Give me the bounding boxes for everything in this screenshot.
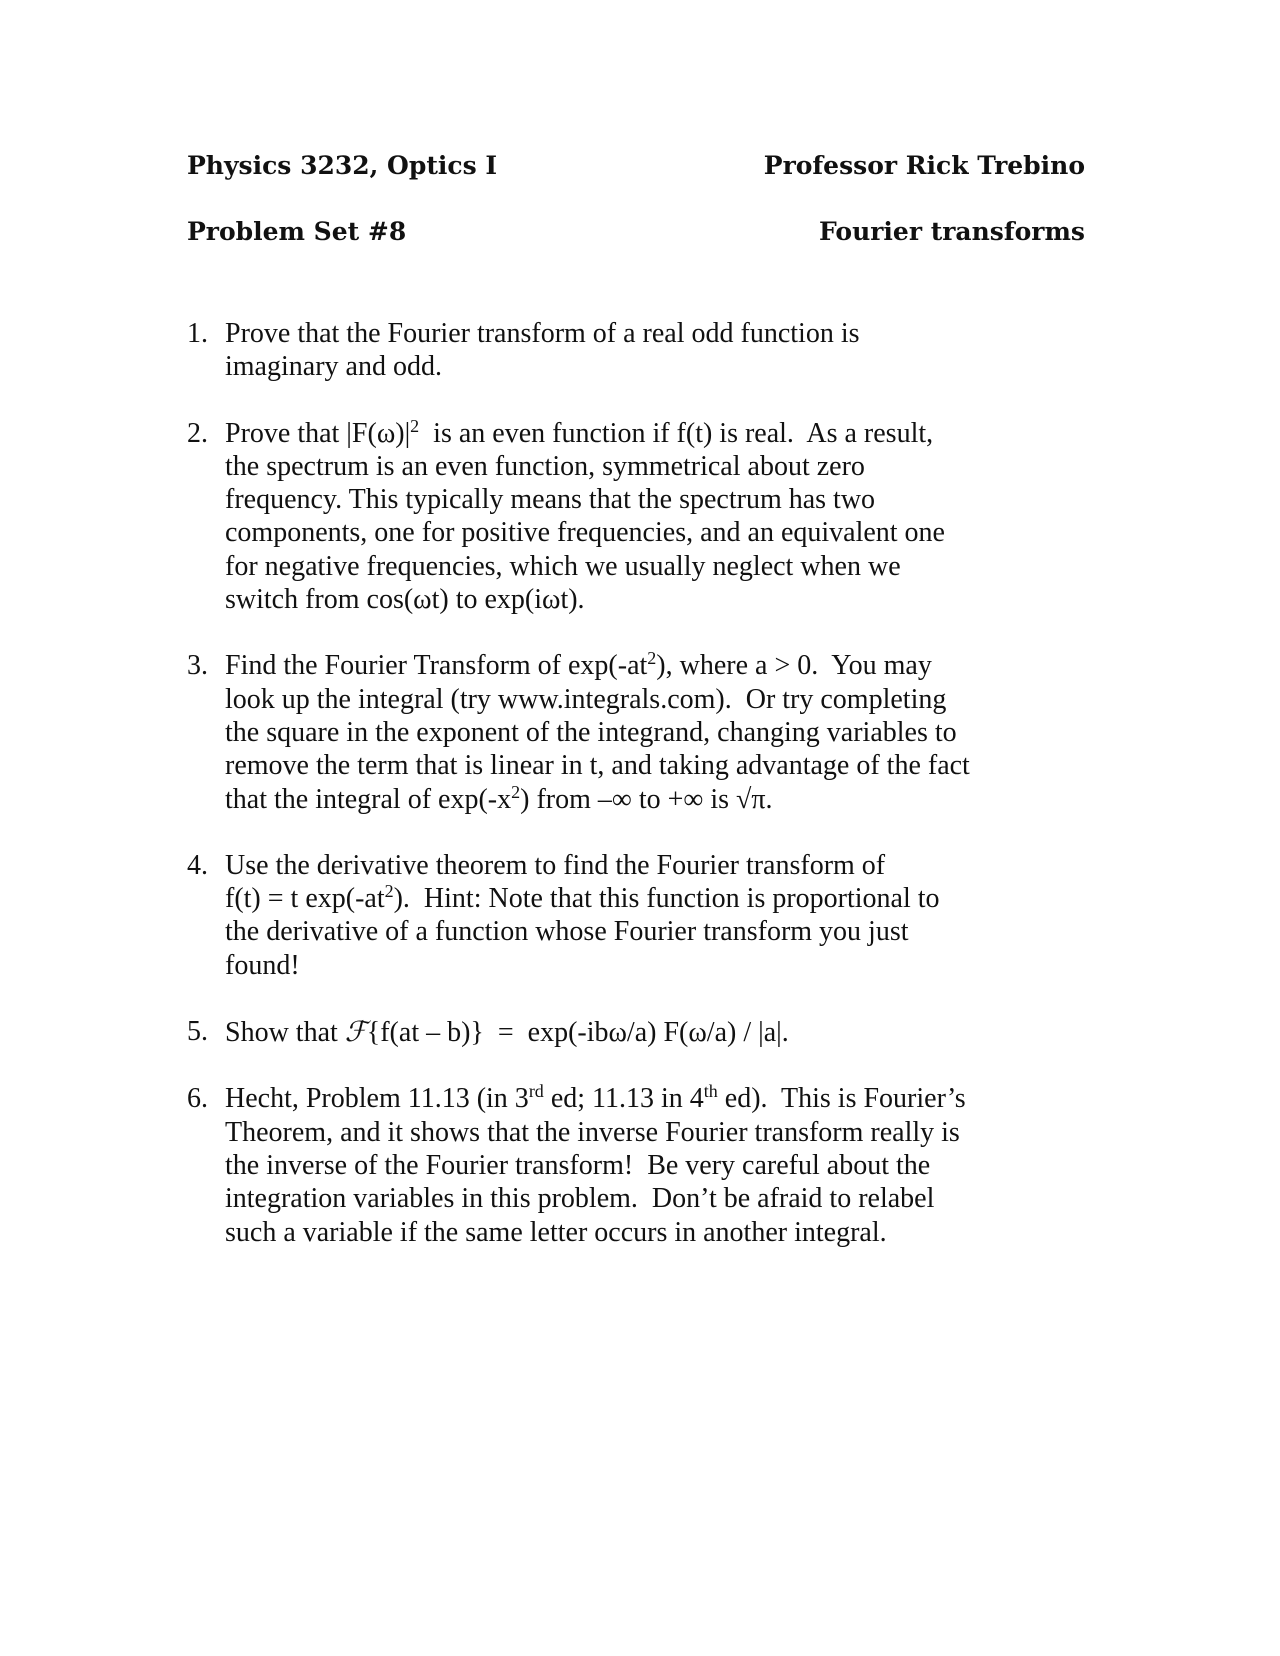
problem-text-line: Prove that the Fourier transform of a real odd function is [225,318,860,349]
problem-text-line: the spectrum is an even function, symmetrical about zero [225,450,865,482]
problem-text-line: the inverse of the Fourier transform! Be very careful about the [225,1149,931,1181]
problem-text-line: such a variable if the same letter occurs in another integral. [225,1216,887,1248]
topic-title: Fourier transforms [819,217,1085,246]
text-span: that the integral of exp(-x [225,783,512,815]
superscript: 2 [511,781,521,802]
superscript: th [703,1081,718,1102]
problem-text-line [225,649,1087,682]
text-span: Hecht, Problem 11.13 (in 3 [225,1083,529,1115]
problem-text-line: frequency. This typically means that the spectrum has two [225,484,876,516]
fourier-operator-symbol: ℱ [344,1015,367,1049]
problem-text-line: the square in the exponent of the integrand, changing variables to [225,716,957,748]
problem-text-line: integration variables in this problem. Don’t be afraid to relabel [225,1183,935,1215]
problem-number: 3. [187,650,208,682]
problem-text-line [225,882,1087,915]
superscript: 2 [647,648,657,669]
problem-number: 2. [187,417,208,449]
problem-item [187,649,1087,815]
problem-item [187,1015,1087,1049]
course-title: Physics 3232, Optics I [187,151,498,180]
problem-text-line: found! [225,949,300,981]
text-span: {f(at – b)} = exp(-ibω/a) F(ω/a) / |a|. [366,1017,789,1049]
text-span: ed; 11.13 in 4 [543,1083,704,1115]
problem-text-line: the derivative of a function whose Fourier transform you just [225,916,909,948]
problem-item [187,317,1087,384]
problem-number: 6. [187,1083,208,1115]
text-span: f(t) = t exp(-at [225,883,385,915]
superscript: 2 [384,881,394,902]
text-span: ed). This is Fourier’s [717,1083,966,1115]
superscript: 2 [410,415,420,436]
problem-text-line [225,417,1087,450]
problem-text-line: Use the derivative theorem to find the Fourier transform of [225,849,886,881]
problem-number: 1. [187,318,208,349]
text-span: ). Hint: Note that this function is proportional to [393,883,940,915]
problem-text-line [225,1082,1087,1115]
problem-text-line: Theorem, and it shows that the inverse Fourier transform really is [225,1116,960,1148]
problem-text-line: for negative frequencies, which we usually neglect when we [225,550,901,582]
problem-item [187,417,1087,617]
problem-text-line: components, one for positive frequencies, and an equivalent one [225,517,945,549]
text-span: Prove that |F(ω)| [225,417,411,449]
problem-text-line: imaginary and odd. [225,351,442,383]
problem-text-line: look up the integral (try www.integrals.com). Or try completing [225,683,947,715]
problem-item [187,849,1087,982]
problem-set-title: Problem Set #8 [187,217,407,246]
superscript: rd [528,1081,544,1102]
problem-text-line: remove the term that is linear in t, and taking advantage of the fact [225,750,970,782]
professor-name: Professor Rick Trebino [763,151,1085,180]
problem-text-line: switch from cos(ωt) to exp(iωt). [225,584,585,616]
text-span: ) from –∞ to +∞ is √π. [520,783,773,815]
text-span: Find the Fourier Transform of exp(-at [225,650,648,682]
text-span: Show that [225,1017,345,1049]
problem-text-line [225,1015,1087,1049]
problem-list [187,317,1087,1282]
text-span: is an even function if f(t) is real. As a result, [419,417,934,449]
text-span: ), where a > 0. You may [656,650,932,682]
problem-number: 4. [187,849,208,881]
problem-item [187,1082,1087,1248]
problem-text-line [225,783,1087,816]
problem-number: 5. [187,1016,208,1048]
